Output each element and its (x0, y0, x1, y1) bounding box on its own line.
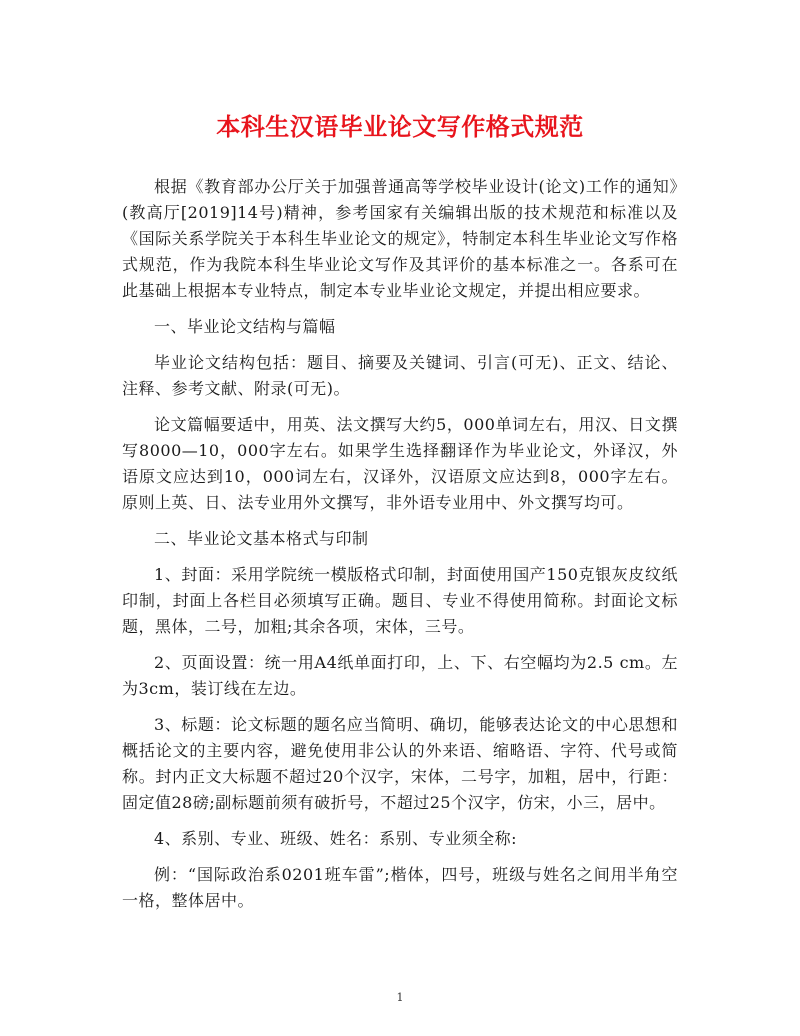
page-number: 1 (396, 991, 404, 1004)
document-body (122, 174, 678, 924)
paragraph-intro: 根据《教育部办公厅关于加强普通高等学校毕业设计(论文)工作的通知》(教高厅[2019]14号)精神，参考国家有关编辑出版的技术规范和标准以及《国际关系学院关于本科生毕业论文的规定》，特制定本科生毕业论文写作格式规范，作为我院本科生毕业论文写作及其评价的基本标准之一。各系可在此基础上根据本专业特点，制定本专业毕业论文规定，并提出相应要求。 (122, 177, 678, 300)
paragraph-department-info: 4、系别、专业、班级、姓名：系别、专业须全称: (154, 829, 518, 848)
paragraph-page-setup: 2、页面设置：统一用A4纸单面打印，上、下、右空幅均为2.5 cm。左为3cm，装订线在左边。 (122, 653, 678, 698)
paragraph-structure: 毕业论文结构包括：题目、摘要及关键词、引言(可无)、正文、结论、注释、参考文献、附录(可无)。 (122, 353, 678, 398)
paragraph-cover: 1、封面：采用学院统一模版格式印制，封面使用国产150克银灰皮纹纸印制，封面上各栏目必须填写正确。题目、专业不得使用简称。封面论文标题，黑体，二号，加粗;其余各项，宋体，三号。 (122, 565, 678, 636)
paragraph-length: 论文篇幅要适中，用英、法文撰写大约5，000单词左右，用汉、日文撰写8000—10，000字左右。如果学生选择翻译作为毕业论文，外译汉，外语原文应达到10，000词左右，汉译外，汉语原文应达到8，000字左右。原则上英、日、法专业用外文撰写，非外语专业用中、外文撰写均可。 (122, 415, 678, 512)
paragraph-example: 例：“国际政治系0201班车雷”;楷体，四号，班级与姓名之间用半角空一格，整体居中。 (122, 865, 678, 910)
paragraph-title-rules: 3、标题：论文标题的题名应当简明、确切，能够表达论文的中心思想和概括论文的主要内容，避免使用非公认的外来语、缩略语、字符、代号或简称。封内正文大标题不超过20个汉字，宋体，二号字，加粗，居中，行距：固定值28磅;副标题前须有破折号，不超过25个汉字，仿宋，小三，居中。 (122, 715, 678, 812)
document-title: 本科生汉语毕业论文写作格式规范 (216, 113, 584, 141)
section-heading-format: 二、毕业论文基本格式与印制 (154, 529, 369, 548)
section-heading-structure: 一、毕业论文结构与篇幅 (154, 317, 336, 336)
